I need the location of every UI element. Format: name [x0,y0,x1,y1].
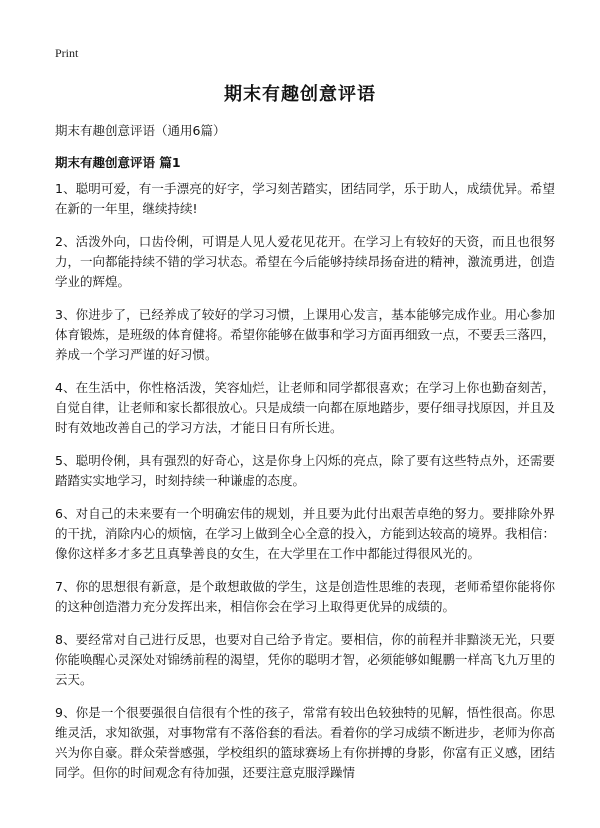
comment-paragraph: 5、聪明伶俐，具有强烈的好奇心，这是你身上闪烁的亮点，除了要有这些特点外，还需要踏踏实实地学习，时刻持续一种谦虚的态度。 [55,453,555,488]
comment-paragraph: 4、在生活中，你性格活泼，笑容灿烂，让老师和同学都很喜欢；在学习上你也勤奋刻苦，自觉自律，让老师和家长都很放心。只是成绩一向都在原地踏步，要仔细寻找原因，并且及时有效地改善自己的学习方法，才能日日有所长进。 [55,380,556,435]
print-link[interactable]: Print [55,46,79,60]
comment-paragraph: 2、活泼外向，口齿伶俐，可谓是人见人爱花见花开。在学习上有较好的天资，而且也很努力，一向都能持续不错的学习状态。希望在今后能够持续昂扬奋进的精神，激流勇进，创造学业的辉煌。 [55,234,556,289]
comment-paragraph: 6、对自己的未来要有一个明确宏伟的规划，并且要为此付出艰苦卓绝的努力。要排除外界的干扰，消除内心的烦恼，在学习上做到全心全意的投入，方能到达较高的境界。我相信：像你这样多才多艺且真挚善良的女生，在大学里在工作中都能过得很风光的。 [55,506,556,561]
page-title: 期末有趣创意评语 [224,84,376,105]
comment-paragraph: 3、你进步了，已经养成了较好的学习习惯，上课用心发言，基本能够完成作业。用心参加体育锻炼，是班级的体育健将。希望你能够在做事和学习方面再细致一点，不要丢三落四，养成一个学习严谨的好习惯。 [55,307,556,362]
comment-paragraph: 8、要经常对自己进行反思，也要对自己给予肯定。要相信，你的前程并非黯淡无光，只要你能唤醒心灵深处对锦绣前程的渴望，凭你的聪明才智，必须能够如鲲鹏一样高飞九万里的云天。 [55,632,556,687]
comment-paragraph: 9、你是一个很要强很自信很有个性的孩子，常常有较出色较独特的见解，悟性很高。你思维灵活，求知欲强，对事物常有不落俗套的看法。看着你的学习成绩不断进步，老师为你高兴为你自豪。群众荣誉感强，学校组织的篮球赛场上有你拼搏的身影，你富有正义感，团结同学。但你的时间观念有待加强，还要注意克服浮躁情 [55,705,556,780]
comments-list [55,179,555,796]
comment-paragraph: 1、聪明可爱，有一手漂亮的好字，学习刻苦踏实，团结同学，乐于助人，成绩优异。希望在新的一年里，继续持续! [55,181,555,216]
comment-paragraph: 7、你的思想很有新意，是个敢想敢做的学生，这是创造性思维的表现，老师希望你能将你的这种创造潜力充分发挥出来，相信你会在学习上取得更优异的成绩的。 [55,579,555,614]
section-heading: 期末有趣创意评语 篇1 [55,155,181,170]
document-subtitle: 期末有趣创意评语（通用6篇） [55,123,226,138]
